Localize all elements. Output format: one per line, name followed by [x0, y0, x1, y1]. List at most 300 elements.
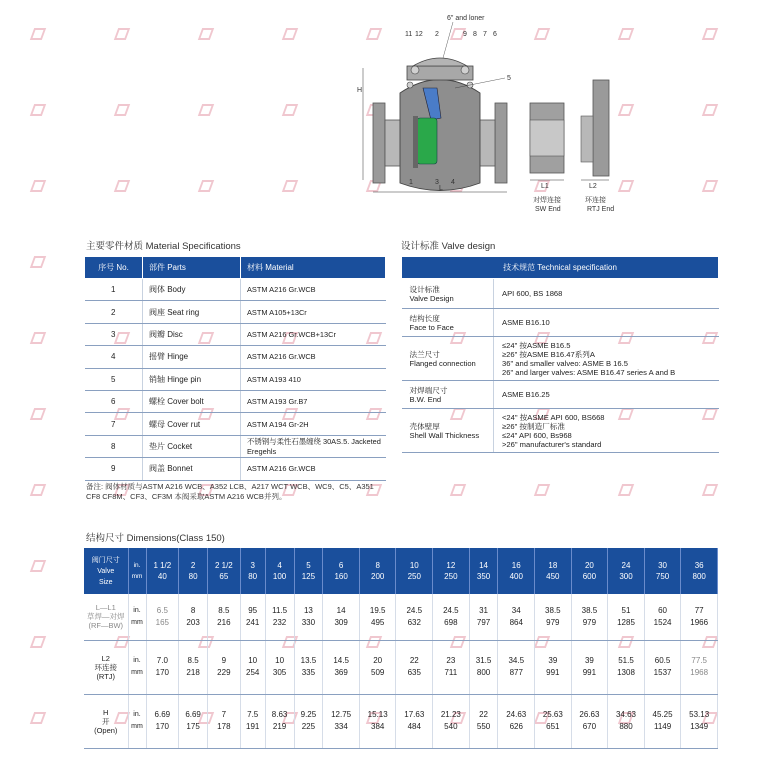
- watermark-mark-icon: [30, 636, 46, 648]
- dim-value-cell: [179, 594, 208, 640]
- material-no: 2: [85, 301, 143, 323]
- dim-size-mm: 40: [157, 572, 167, 581]
- design-value-line: <24" 按ASME API 600, BS668: [502, 412, 605, 422]
- dim-size-in: 8: [375, 561, 380, 570]
- dim-value-cell: [433, 640, 470, 694]
- material-no: 1: [85, 279, 143, 301]
- design-value-line: ≥26" 按制造厂标准: [502, 421, 565, 431]
- dim-size-cell: [208, 548, 241, 594]
- dim-value-in: 38.5: [581, 605, 598, 615]
- dim-value-in: 51: [621, 605, 631, 615]
- design-value: [494, 409, 719, 453]
- dim-value-in: 9: [221, 656, 227, 665]
- dim-row-label-line: L2: [101, 653, 110, 663]
- design-item: [402, 337, 494, 381]
- dim-value-cell: [571, 594, 608, 640]
- dim-header-unit: mm: [131, 573, 143, 580]
- dim-value-in: 31.5: [475, 656, 492, 665]
- watermark-logo: [200, 180, 214, 192]
- dim-value-mm: 369: [334, 668, 348, 677]
- watermark-logo: [32, 28, 46, 40]
- design-row: [402, 337, 719, 381]
- dim-value-mm: 626: [509, 722, 523, 731]
- design-value-line: >26" manufacturer's standard: [502, 439, 602, 449]
- dim-value-cell: [294, 640, 323, 694]
- dim-value-cell: [294, 694, 323, 748]
- dim-h-label: H: [357, 87, 363, 94]
- callout-5: 5: [507, 75, 511, 82]
- dim-value-mm: 305: [272, 668, 287, 677]
- dim-value-mm: 1966: [690, 617, 709, 627]
- material-no: 7: [85, 413, 143, 435]
- dim-value-cell: [179, 694, 208, 748]
- dim-header-label-line: Size: [98, 578, 113, 586]
- dim-value-cell: [433, 694, 470, 748]
- dim-value-cell: [535, 640, 572, 694]
- dim-size-mm: 250: [407, 572, 421, 581]
- dim-value-in: 11.5: [272, 605, 288, 615]
- dim-value-cell: [644, 694, 681, 748]
- dim-value-in: 14: [336, 605, 346, 615]
- dim-value-cell: [535, 594, 572, 640]
- callout-9: 9: [463, 31, 467, 38]
- dim-value-in: 24.63: [506, 710, 527, 719]
- dim-value-mm: 1285: [617, 617, 635, 627]
- dim-size-cell: [535, 548, 572, 594]
- watermark-mark-icon: [30, 28, 46, 40]
- dim-value-cell: [146, 594, 179, 640]
- dim-value-cell: [608, 694, 645, 748]
- dim-value-in: 8.63: [271, 710, 288, 719]
- dim-size-cell: [608, 548, 645, 594]
- watermark-mark-icon: [198, 180, 214, 192]
- dim-value-mm: 170: [155, 722, 170, 731]
- dim-size-mm: 350: [476, 572, 491, 581]
- dim-value-mm: 1308: [617, 668, 635, 677]
- material-header-material: 材料 Material: [241, 257, 386, 279]
- dim-value-cell: [208, 640, 241, 694]
- dim-row-unit: in.: [133, 606, 141, 614]
- dim-row-label-line: L—L1: [95, 603, 116, 613]
- watermark-mark-icon: [30, 256, 46, 268]
- dim-value-mm: 711: [444, 668, 458, 677]
- material-value: ASTM A194 Gr-2H: [241, 413, 386, 435]
- watermark-mark-icon: [618, 484, 634, 496]
- dim-value-in: 10: [275, 656, 285, 665]
- dim-value-cell: [359, 694, 396, 748]
- watermark-mark-icon: [450, 484, 466, 496]
- rtj-end-zh: 环连接: [585, 197, 606, 204]
- dim-l2-label: L2: [589, 183, 597, 190]
- dim-value-cell: [396, 594, 433, 640]
- dim-value-cell: [396, 694, 433, 748]
- dim-value-mm: 241: [246, 617, 260, 627]
- dim-value-cell: [498, 640, 535, 694]
- material-no: 6: [85, 390, 143, 412]
- material-row: [85, 323, 386, 345]
- material-no: 5: [85, 368, 143, 390]
- dim-size-mm: 200: [371, 572, 385, 581]
- dim-value-in: 51.5: [618, 656, 634, 665]
- watermark-logo: [32, 332, 46, 344]
- material-section-title: 主要零件材质 Material Specifications: [86, 241, 241, 252]
- watermark-logo: [32, 636, 46, 648]
- dim-size-mm: 450: [546, 572, 560, 581]
- dim-size-cell: [681, 548, 718, 594]
- dim-row-label-line: 开: [102, 716, 110, 726]
- dim-size-mm: 800: [692, 572, 706, 581]
- material-header-no: 序号 No.: [85, 257, 143, 279]
- design-value-line: API 600, BS 1868: [502, 289, 563, 298]
- watermark-logo: [200, 28, 214, 40]
- dim-row-label-line: 草焊—对焊: [87, 612, 125, 622]
- callout-1: 1: [409, 179, 413, 186]
- dimensions-table: [84, 548, 718, 749]
- watermark-logo: [620, 484, 634, 496]
- design-item-en: Flanged connection: [409, 358, 476, 368]
- dim-size-mm: 65: [219, 572, 229, 581]
- dim-size-mm: 80: [248, 572, 258, 581]
- dim-value-cell: [681, 694, 718, 748]
- watermark-logo: [32, 560, 46, 572]
- material-part: 阀瓣 Disc: [143, 323, 241, 345]
- dim-value-in: 39: [548, 656, 558, 665]
- watermark-logo: [32, 484, 46, 496]
- material-part: 阀座 Seat ring: [143, 301, 241, 323]
- dim-value-mm: 991: [582, 668, 597, 677]
- dim-value-mm: 635: [407, 668, 421, 677]
- dim-row-label-line: H: [103, 707, 109, 717]
- dim-value-mm: 219: [272, 722, 287, 731]
- valve-cross-section-drawing: [355, 8, 685, 218]
- dim-size-in: 2 1/2: [214, 561, 233, 570]
- dim-l1-label: L1: [541, 183, 549, 190]
- dim-value-cell: [396, 640, 433, 694]
- dim-size-in: 14: [479, 561, 488, 570]
- dim-value-mm: 203: [186, 617, 200, 627]
- dim-header-label: [84, 548, 128, 594]
- dim-size-in: 20: [584, 561, 594, 570]
- watermark-mark-icon: [114, 180, 130, 192]
- dim-size-in: 6: [338, 561, 344, 570]
- dim-size-cell: [294, 548, 323, 594]
- dim-value-mm: 232: [272, 617, 287, 627]
- callout-8: 8: [473, 31, 477, 38]
- callout-4: 4: [451, 179, 455, 186]
- dim-value-mm: 254: [246, 668, 260, 677]
- dim-value-mm: 991: [546, 668, 560, 677]
- dim-value-mm: 309: [334, 617, 348, 627]
- dim-value-in: 6.69: [185, 710, 201, 719]
- dim-value-cell: [179, 640, 208, 694]
- design-item-en: Valve Design: [409, 293, 454, 303]
- dim-value-cell: [469, 640, 498, 694]
- dim-size-mm: 600: [582, 572, 597, 581]
- dim-value-mm: 1524: [653, 617, 672, 627]
- watermark-logo: [284, 104, 298, 116]
- design-item-en: Face to Face: [409, 322, 454, 332]
- dim-size-in: 1 1/2: [153, 561, 172, 570]
- dim-size-cell: [359, 548, 396, 594]
- dim-value-in: 7.5: [247, 710, 259, 719]
- dim-size-mm: 750: [655, 572, 670, 581]
- material-row: [85, 346, 386, 368]
- sw-end-en: SW End: [535, 206, 561, 213]
- dim-size-mm: 400: [509, 572, 523, 581]
- dim-row-units: [128, 694, 146, 748]
- sw-end-drawing: [530, 103, 564, 180]
- dim-value-cell: [208, 594, 241, 640]
- dim-row-unit: mm: [131, 669, 143, 676]
- dim-header-units: [128, 548, 146, 594]
- dim-value-cell: [644, 640, 681, 694]
- watermark-mark-icon: [702, 484, 718, 496]
- material-no: 4: [85, 346, 143, 368]
- dim-value-in: 23: [446, 656, 456, 665]
- design-item: [402, 381, 494, 409]
- dim-value-in: 17.63: [404, 710, 425, 719]
- watermark-logo: [32, 256, 46, 268]
- dim-value-cell: [359, 594, 396, 640]
- dim-value-in: 26.63: [579, 710, 600, 719]
- dim-value-mm: 864: [509, 617, 523, 627]
- dim-value-mm: 495: [371, 617, 385, 627]
- dim-value-mm: 334: [334, 722, 348, 731]
- dim-value-mm: 979: [546, 617, 560, 627]
- dim-row-unit: in.: [133, 657, 141, 664]
- design-value: [494, 279, 719, 309]
- dim-value-cell: [498, 694, 535, 748]
- design-item-zh: 设计标准: [409, 284, 440, 294]
- material-part: 摇臂 Hinge: [143, 346, 241, 368]
- dim-value-mm: 175: [186, 722, 200, 731]
- dim-size-in: 36: [694, 561, 704, 570]
- watermark-logo: [32, 104, 46, 116]
- dim-value-cell: [323, 694, 360, 748]
- dim-value-mm: 384: [371, 722, 385, 731]
- watermark-mark-icon: [282, 180, 298, 192]
- dim-value-mm: 550: [476, 722, 491, 731]
- material-row: [85, 279, 386, 301]
- dim-value-in: 24.5: [443, 605, 459, 615]
- dim-value-mm: 651: [546, 722, 560, 731]
- dim-size-in: 24: [621, 561, 631, 570]
- material-table: [84, 256, 386, 481]
- dim-value-in: 8.5: [187, 656, 199, 665]
- dim-value-cell: [469, 694, 498, 748]
- design-item-zh: 壳体壁厚: [409, 421, 440, 431]
- design-value: [494, 309, 719, 337]
- dim-size-mm: 80: [188, 572, 198, 581]
- dim-value-cell: [240, 594, 265, 640]
- watermark-mark-icon: [114, 104, 130, 116]
- design-value: [494, 337, 719, 381]
- material-row: [85, 413, 386, 435]
- watermark-logo: [704, 180, 718, 192]
- dim-value-mm: 877: [509, 668, 523, 677]
- watermark-mark-icon: [534, 484, 550, 496]
- sw-end-zh: 对焊连接: [533, 197, 561, 204]
- dim-value-mm: 979: [582, 617, 597, 627]
- dim-value-in: 13.5: [300, 656, 317, 665]
- dim-value-in: 77.5: [691, 656, 707, 665]
- material-part: 阀盖 Bonnet: [143, 458, 241, 480]
- dim-value-mm: 229: [217, 668, 231, 677]
- design-row: [402, 309, 719, 337]
- dim-value-mm: 191: [246, 722, 260, 731]
- design-value-line: ≤24" API 600, Bs968: [502, 430, 572, 440]
- material-note: 备注: 阀体材质与ASTM A216 WCB、A352 LCB、A217 WCT WCB、WC9、C5、A351 CF8 CF8M、CF3、CF3M 本阀采取ASTM A216 WCB并列。: [86, 482, 374, 501]
- dim-size-cell: [179, 548, 208, 594]
- watermark-mark-icon: [702, 104, 718, 116]
- dim-value-in: 15.13: [367, 710, 388, 719]
- design-item: [402, 409, 494, 453]
- material-value: ASTM A216 Gr.WCB+13Cr: [241, 323, 386, 345]
- dim-value-in: 60: [658, 605, 668, 615]
- dim-size-cell: [498, 548, 535, 594]
- watermark-logo: [200, 104, 214, 116]
- dim-value-mm: 178: [217, 722, 231, 731]
- dim-size-mm: 160: [334, 572, 348, 581]
- dim-value-in: 8.5: [218, 605, 230, 615]
- design-value-line: ASME B16.25: [502, 390, 550, 399]
- dim-value-cell: [265, 640, 294, 694]
- dim-size-cell: [323, 548, 360, 594]
- dim-value-cell: [146, 694, 179, 748]
- dim-value-in: 22: [479, 710, 488, 719]
- dim-size-in: 5: [306, 561, 311, 570]
- dim-value-in: 34: [511, 605, 521, 615]
- dim-value-mm: 800: [476, 668, 491, 677]
- design-item: [402, 279, 494, 309]
- dim-value-cell: [433, 594, 470, 640]
- dim-row: [84, 594, 718, 640]
- design-row: [402, 381, 719, 409]
- dim-value-cell: [146, 640, 179, 694]
- dim-value-mm: 509: [371, 668, 385, 677]
- design-item: [402, 309, 494, 337]
- dim-size-in: 30: [658, 561, 668, 570]
- dim-value-mm: 218: [186, 668, 200, 677]
- dim-row-unit: mm: [131, 618, 143, 626]
- dim-value-in: 21.23: [440, 710, 461, 719]
- dim-value-cell: [240, 640, 265, 694]
- callout-3: 3: [435, 179, 439, 186]
- dim-row-label: [84, 694, 128, 748]
- watermark-mark-icon: [30, 104, 46, 116]
- dim-header-label-line: Valve: [97, 567, 115, 575]
- dim-size-mm: 300: [619, 572, 633, 581]
- dim-value-mm: 797: [476, 617, 491, 627]
- dim-row-units: [128, 640, 146, 694]
- design-value-line: 26" and larger valves: ASME B16.47 series A and B: [502, 367, 676, 377]
- dim-value-in: 7.0: [156, 656, 168, 665]
- dim-value-mm: 540: [444, 722, 458, 731]
- callout-7: 7: [483, 31, 487, 38]
- watermark-mark-icon: [282, 28, 298, 40]
- dim-value-mm: 632: [407, 617, 421, 627]
- dim-value-mm: 1968: [690, 668, 709, 677]
- dim-value-in: 6.69: [154, 710, 171, 719]
- dim-value-in: 8: [190, 605, 196, 615]
- watermark-mark-icon: [198, 104, 214, 116]
- design-value-line: 36" and smaller valveo: ASME B 16.5: [502, 358, 628, 368]
- dim-value-mm: 670: [582, 722, 597, 731]
- dim-size-in: 3: [250, 561, 255, 570]
- dim-size-mm: 250: [444, 572, 458, 581]
- dim-value-cell: [469, 594, 498, 640]
- dim-row-label-line: (Open): [94, 725, 118, 735]
- watermark-logo: [536, 484, 550, 496]
- design-item-zh: 结构长度: [409, 313, 440, 323]
- material-value: ASTM A105+13Cr: [241, 301, 386, 323]
- dim-value-in: 45.25: [652, 710, 673, 719]
- dim-value-cell: [265, 694, 294, 748]
- dim-value-cell: [498, 594, 535, 640]
- dim-value-in: 24.5: [406, 605, 423, 615]
- dimensions-section-title: 结构尺寸 Dimensions(Class 150): [86, 533, 225, 544]
- dim-size-cell: [240, 548, 265, 594]
- material-value: ASTM A216 Gr.WCB: [241, 458, 386, 480]
- material-part: 垫片 Cocket: [143, 435, 241, 457]
- dim-value-mm: 1537: [653, 668, 672, 677]
- watermark-logo: [452, 484, 466, 496]
- dim-value-mm: 165: [155, 617, 170, 627]
- material-value: ASTM A216 Gr.WCB: [241, 279, 386, 301]
- watermark-mark-icon: [282, 104, 298, 116]
- dim-size-in: 18: [548, 561, 558, 570]
- material-row: [85, 368, 386, 390]
- dim-row-label: [84, 594, 128, 640]
- dim-value-in: 10: [248, 656, 258, 665]
- dim-row-unit: in.: [133, 711, 141, 718]
- dim-size-cell: [396, 548, 433, 594]
- dim-value-mm: 484: [407, 722, 421, 731]
- callout-6: 6: [493, 31, 497, 38]
- dim-size-in: 4: [277, 561, 282, 570]
- design-value-line: ≤24" 按ASME B16.5: [502, 340, 571, 350]
- valve-body-drawing: [363, 58, 507, 192]
- material-row: [85, 435, 386, 457]
- watermark-mark-icon: [702, 180, 718, 192]
- dim-value-mm: 170: [155, 668, 170, 677]
- design-value-line: ASME B16.10: [502, 318, 550, 327]
- design-value: [494, 381, 719, 409]
- dim-value-mm: 216: [217, 617, 231, 627]
- design-item-zh: 对焊端尺寸: [409, 385, 448, 395]
- dim-size-in: 12: [446, 561, 456, 570]
- material-row: [85, 301, 386, 323]
- material-row: [85, 458, 386, 480]
- dim-row-label-line: (RTJ): [96, 671, 116, 681]
- dim-value-mm: 880: [619, 722, 633, 731]
- material-row: [85, 390, 386, 412]
- material-value: ASTM A193 Gr.B7: [241, 390, 386, 412]
- dim-value-in: 9.25: [300, 710, 317, 719]
- dim-value-in: 34.63: [615, 710, 636, 719]
- dim-value-in: 22: [409, 656, 419, 665]
- dim-value-in: 34.5: [508, 656, 525, 665]
- dim-value-mm: 330: [301, 617, 316, 627]
- material-no: 9: [85, 458, 143, 480]
- watermark-logo: [32, 408, 46, 420]
- dim-value-cell: [323, 594, 360, 640]
- watermark-logo: [704, 28, 718, 40]
- material-no: 3: [85, 323, 143, 345]
- dim-value-in: 12.75: [331, 710, 352, 719]
- material-header-parts: 部件 Parts: [143, 257, 241, 279]
- dim-value-cell: [608, 594, 645, 640]
